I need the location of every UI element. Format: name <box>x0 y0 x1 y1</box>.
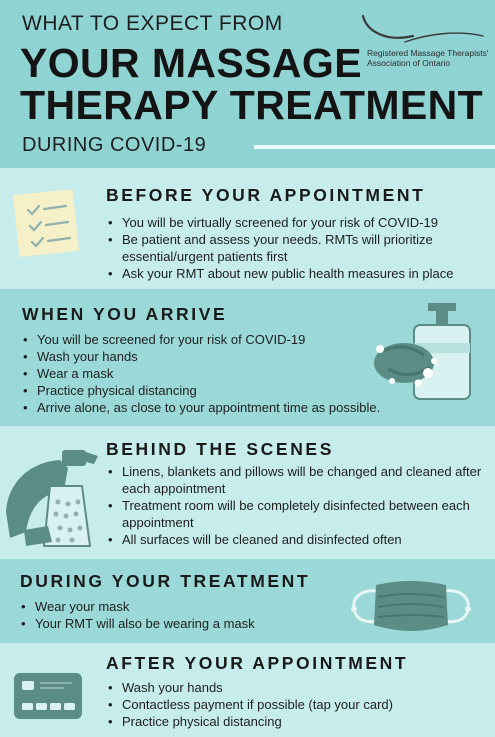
org-name <box>367 48 492 68</box>
subtitle-rule <box>254 145 495 149</box>
list-item: • Practice physical distancing <box>22 382 412 399</box>
list-item: • Wash your hands <box>107 679 477 696</box>
section-when-you-arrive <box>0 289 495 426</box>
list-item: • Wash your hands <box>22 348 412 365</box>
list-item: • Linens, blankets and pillows will be changed and cleaned after each appointment <box>107 463 482 497</box>
list-item: • You will be virtually screened for your risk of COVID-19 <box>107 214 472 231</box>
title-line-2: THERAPY TREATMENT <box>20 82 484 128</box>
org-name-line-2: Association of Ontario <box>367 58 451 68</box>
section-heading: BEHIND THE SCENES <box>106 439 334 459</box>
bullet-list <box>107 679 477 730</box>
section-after-appointment <box>0 643 495 737</box>
list-item: • Wear a mask <box>22 365 412 382</box>
section-heading: BEFORE YOUR APPOINTMENT <box>106 185 426 205</box>
subtitle: DURING COVID-19 <box>22 134 207 156</box>
list-item: • Treatment room will be completely disinfected between each appointment <box>107 497 482 531</box>
section-before-appointment <box>0 168 495 289</box>
list-item: • You will be screened for your risk of COVID-19 <box>22 331 412 348</box>
face-mask-icon <box>348 577 474 637</box>
list-item: • Practice physical distancing <box>107 713 477 730</box>
spray-bottle-icon <box>4 442 100 550</box>
title-line-1: YOUR MASSAGE <box>20 40 362 86</box>
list-item: • All surfaces will be cleaned and disinfected often <box>107 531 482 548</box>
bullet-list <box>107 214 472 282</box>
org-name-line-1: Registered Massage Therapists' <box>367 48 489 58</box>
section-behind-the-scenes <box>0 426 495 559</box>
bullet-list <box>22 331 412 416</box>
section-heading: DURING YOUR TREATMENT <box>20 571 311 591</box>
header <box>0 0 495 168</box>
list-item: • Arrive alone, as close to your appointment time as possible. <box>22 399 412 416</box>
list-item: • Ask your RMT about new public health measures in place <box>107 265 472 282</box>
list-item: • Your RMT will also be wearing a mask <box>20 615 340 632</box>
handwashing-icon <box>370 303 480 403</box>
section-heading: WHEN YOU ARRIVE <box>22 304 228 324</box>
bullet-list <box>20 598 340 632</box>
section-heading: AFTER YOUR APPOINTMENT <box>106 653 409 673</box>
bullet-list <box>107 463 482 548</box>
section-during-treatment <box>0 559 495 643</box>
payment-card-icon <box>14 673 82 719</box>
list-item: • Wear your mask <box>20 598 340 615</box>
list-item: • Contactless payment if possible (tap your card) <box>107 696 477 713</box>
list-item: • Be patient and assess your needs. RMTs will prioritize essential/urgent patients first <box>107 231 472 265</box>
kicker-text: WHAT TO EXPECT FROM <box>22 12 283 35</box>
checklist-note-icon <box>8 190 86 260</box>
